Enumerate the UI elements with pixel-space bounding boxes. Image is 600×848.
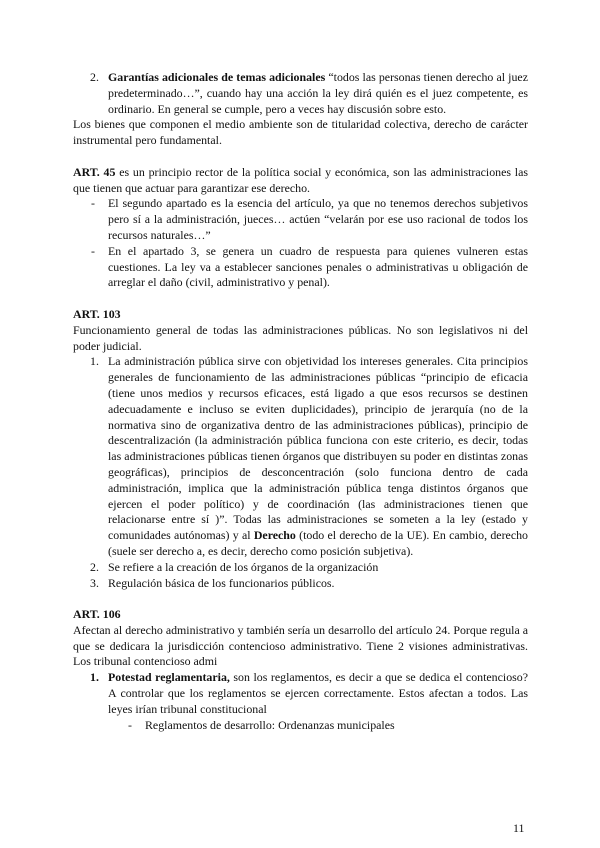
list-number: 1. — [90, 670, 99, 685]
list-number: 2. — [90, 559, 99, 574]
list-item — [73, 354, 528, 559]
item-text: Regulación básica de los funcionarios públicos. — [108, 575, 335, 590]
bullet-text: El segundo apartado es la esencia del artículo, ya que no tenemos derechos subjetivos pero sí a la administración, jueces… actúen “velarán por ese uso racional de todos los recursos naturales…” — [108, 196, 528, 242]
item-bold: Derecho — [253, 528, 296, 543]
item-text: (todo el derecho de la UE). En cambio, derecho (suele ser derecho a, es decir, derecho como posición subjetiva). — [108, 528, 528, 558]
document-page — [73, 70, 528, 733]
paragraph-text: es un principio rector de la política social y económica, son las administraciones las que tienen que actuar para garantizar ese derecho. — [73, 164, 529, 195]
list-item-garantias — [73, 70, 528, 117]
page-number: 11 — [513, 821, 525, 835]
item-title: Potestad reglamentaria, — [108, 670, 230, 685]
bullet-item: - En el apartado 3, se genera un cuadro de respuesta para quienes vulneren estas cuestiones. La ley va a establecer sanciones penales o administrativas u obligación de arreglar el daño (civil, administrativo y penal). — [91, 243, 528, 290]
list-item — [73, 576, 528, 592]
article-label: ART. 45 — [73, 164, 116, 179]
paragraph-art106-intro: Afectan al derecho administrativo y también sería un desarrollo del artículo 24. Porque regula a que se dedicara la jurisdicción contencioso administrativo. Tiene 2 visiones administrativas. Los tribunal contencioso admi — [73, 622, 528, 669]
paragraph-art103-intro: Funcionamiento general de todas las administraciones públicas. No son legislativos ni del poder judicial. — [73, 322, 528, 353]
heading-art106 — [73, 607, 528, 623]
paragraph-art45 — [73, 165, 528, 197]
list-item — [73, 560, 528, 576]
bullet-item: - El segundo apartado es la esencia del artículo, ya que no tenemos derechos subjetivos pero sí a la administración, jueces… actúen “velarán por ese uso racional de todos los recursos naturales…” — [91, 196, 528, 242]
list-number: 3. — [90, 575, 99, 590]
list-number: 1. — [90, 354, 99, 369]
bullet-text: En el apartado 3, se genera un cuadro de respuesta para quienes vulneren estas cuestiones. La ley va a establecer sanciones penales o administrativas u obligación de arreglar el daño (civil, administrativo y penal). — [108, 243, 528, 290]
heading-art103 — [73, 307, 528, 323]
item-text: La administración pública sirve con objetividad los intereses generales. Cita principios generales de funcionamiento de las administraciones públicas “principio de eficacia (tiene unos medios y recursos eficaces, está ligado a que esos recursos se destinen adecuadamente e incluso se eviten duplicidades), principio de jerarquía (no de la normativa sino de organizativa dentro de las administraciones públicas), principio de descentralización (la administración pública funciona con este criterio, es decir, todas las administraciones públicas tienen órganos que distribuyen su poder en distintas zonas geográficas), principios de desconcentración (solo funciona dentro de cada administración, implica que la administración pública tenga distintos órganos que ejercen el poder político) y de coordinación (las administraciones tienen que relacionarse entre sí )”. Todas las administraciones se someten a la ley (estado y comunidades autónomas) y al — [108, 354, 528, 543]
list-item — [73, 670, 528, 717]
sub-bullet-item: - Reglamentos de desarrollo: Ordenanzas municipales — [128, 717, 395, 732]
item-text: son los reglamentos, es decir a que se dedica el contencioso? A controlar que los reglamentos se ejercen correctamente. Estos afectan a todos. Las leyes irían tribunal constitucional — [108, 670, 528, 716]
list-number: 2. — [90, 70, 99, 84]
item-text: “todos las personas tienen derecho al juez predeterminado…”, cuando hay una acción la ley dirá quién es el juez competente, es ordinario. En general se cumple, pero a veces hay discusión sobre esto. — [108, 70, 528, 116]
heading-text: ART. 103 — [73, 306, 121, 321]
heading-text: ART. 106 — [73, 607, 121, 622]
item-text: Se refiere a la creación de los órganos de la organización — [108, 559, 379, 574]
bullet-text: Reglamentos de desarrollo: Ordenanzas municipales — [145, 717, 395, 732]
item-title: Garantías adicionales de temas adicionales — [108, 70, 326, 84]
paragraph-bienes: Los bienes que componen el medio ambiente son de titularidad colectiva, derecho de carácter instrumental pero fundamental. — [73, 117, 528, 148]
